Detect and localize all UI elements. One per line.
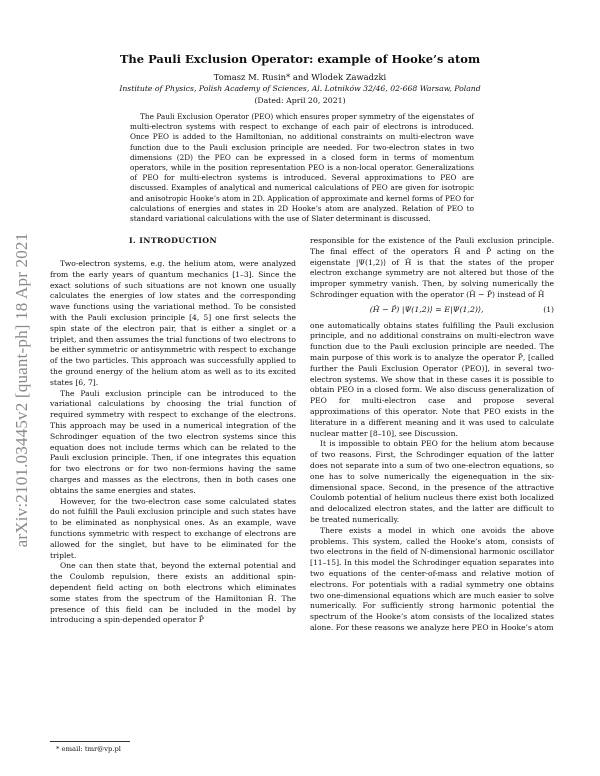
right-paragraph-1b: one automatically obtains states fulfilling the Pauli exclusion principle, and no additional constrains on multi-electron wave function due to the Pauli exclusion principle are needed. The main purpose of this work is to analyze the operator P̂, [called further the Pauli Exclusion Operator (PEO)], in several two-electron systems. We show that in these cases it is possible to obtain PEO in a closed form. We also discuss generalization of PEO for multi-electron case and propose several approximations of this operator. Note that PEO exists in the literature in a different meaning and it was used to calculate nuclear matter [8–10], see Discussion. [310, 320, 554, 438]
left-paragraph-4: One can then state that, beyond the external potential and the Coulomb repulsion, there exists an additional spin-dependent field acting on both electrons which eliminates some states from the spectrum of the Hamiltonian Ĥ. The presence of this field can be included in the model by introducing a spin-depended operator P̂ [50, 561, 296, 625]
left-column [50, 259, 296, 626]
arxiv-sidebar-stamp [10, 180, 34, 600]
arxiv-id: arXiv:2101.03445v2 [quant-ph] 18 Apr 2021 [12, 232, 31, 548]
equation-1 [310, 305, 554, 316]
paper-authors: Tomasz M. Rusin* and Wlodek Zawadzki [213, 72, 387, 82]
paper-title: The Pauli Exclusion Operator: example of Hooke’s atom [119, 52, 481, 66]
footnote-rule [50, 741, 130, 742]
equation-number: (1) [543, 304, 554, 314]
left-paragraph-3: However, for the two-electron case some calculated states do not fulfill the Pauli exclusion principle and such states have to be eliminated as nonphysical ones. As an example, wave functions symmetric with respect to exchange of electrons are allowed for the singlet, but have to be eliminated for the triplet. [50, 496, 296, 560]
footnote-email: * email: tmr@vp.pl [56, 745, 121, 753]
right-column [310, 236, 554, 634]
paper-date: (Dated: April 20, 2021) [254, 96, 346, 105]
paper-affiliation: Institute of Physics, Polish Academy of Sciences, Al. Lotników 32/46, 02-668 Warsaw, Poland [119, 84, 481, 93]
right-paragraph-2: It is impossible to obtain PEO for the helium atom because of two reasons. First, the Schrodinger equation of the latter does not separate into a sum of two one-electron equations, so one has to solve numerically the eigenequation in the six-dimensional space. Second, in the presence of the attractive Coulomb potential of helium nucleus there exist both localized and delocalized electron states, and the latter are difficult to be treated numerically. [310, 439, 554, 524]
abstract: The Pauli Exclusion Operator (PEO) which ensures proper symmetry of the eigenstates of multi-electron systems with respect to exchange of each pair of electrons is introduced. Once PEO is added to the Hamiltonian, no additional constraints on multi-electron wave function due to the Pauli exclusion principle are needed. For two-electron states in two dimensions (2D) the PEO can be expressed in a closed form in terms of momentum operators, while in the position representation PEO is a non-local operator. Generalizations of PEO for multi-electron systems is introduced. Several approximations to PEO are discussed. Examples of analytical and numerical calculations of PEO are given for isotropic and anisotropic Hooke’s atom in 2D. Application of approximate and kernel forms of PEO for calculations of energies and states in 2D Hooke’s atom are analyzed. Relation of PEO to standard variational calculations with the use of Slater determinant is discussed. [130, 112, 474, 224]
left-paragraph-1: Two-electron systems, e.g. the helium atom, were analyzed from the early years of quantum mechanics [1–3]. Since the exact solutions of such situations are not known one usually calculates the energies of low states and the corresponding wave functions using the variational method. To be consisted with the Pauli exclusion principle [4, 5] one first selects the spin state of the electron pair, that is either a singlet or a triplet, and then assumes the trial functions of two electrons to be either symmetric or antisymmetric with respect to exchange of the two particles. This approach was successfully applied to the ground energy of the helium atom as well as to its excited states [6, 7]. [50, 259, 296, 387]
left-paragraph-2: The Pauli exclusion principle can be introduced to the variational calculations by choosing the trial function of required symmetry with respect to exchange of the electrons. This approach may be used in a numerical integration of the Schrodinger equation of the two electron systems since this equation does not include terms which can be related to the Pauli exclusion principle. Then, if one integrates this equation for two electrons or for two non-fermions having the same charges and masses as the electrons, then in both cases one obtains the same energies and states. [50, 388, 296, 495]
right-paragraph-1a: responsible for the existence of the Pauli exclusion principle. The final effect of the operators Ĥ and P̂ acting on the eigenstate |Ψ(1,2)⟩ of Ĥ is that the states of the proper electron exchange symmetry are not altered but those of the improper symmetry vanish. Then, by solving numerically the Schrodinger equation with the operator (Ĥ − P̂) instead of Ĥ [310, 236, 554, 299]
equation-body: (Ĥ − P̂) |Ψ(1,2)⟩ = E|Ψ(1,2)⟩, [369, 304, 484, 314]
right-paragraph-3: There exists a model in which one avoids the above problems. This system, called the Hooke’s atom, consists of two electrons in the field of N-dimensional harmonic oscillator [11–15]. In this model the Schrodinger equation separates into two equations of the center-of-mass and relative motion of electrons. For potentials with a radial symmetry one obtains two one-dimensional equations which are much easier to solve numerically. For sufficiently strong harmonic potential the spectrum of the Hooke’s atom consists of the localized states alone. For these reasons we analyze here PEO in Hooke’s atom [310, 525, 554, 632]
section-heading: I. INTRODUCTION [128, 236, 218, 245]
